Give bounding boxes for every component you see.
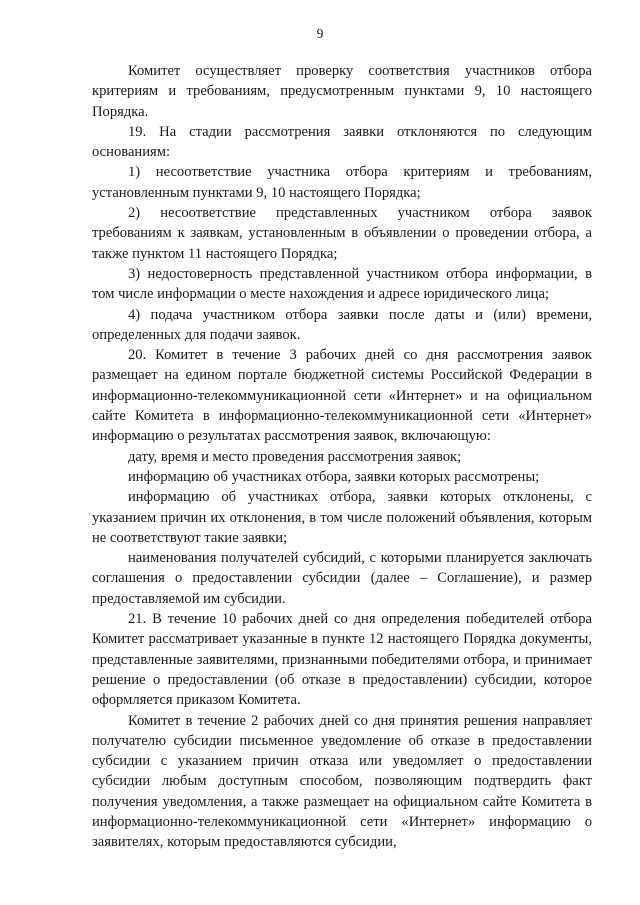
document-body: [92, 61, 592, 853]
list-item-20-rejected: информацию об участниках отбора, заявки которых отклонены, с указанием причин их отклонения, в том числе положений объявления, которым не соответствуют такие заявки;: [92, 489, 592, 546]
paragraph-19-heading: 19. На стадии рассмотрения заявки отклоняются по следующим основаниям:: [92, 123, 592, 161]
list-item-19-1: 1) несоответствие участника отбора критериям и требованиям, установленным пунктами 9, 10 настоящего Порядка;: [92, 164, 592, 201]
paragraph-21: 21. В течение 10 рабочих дней со дня определения победителей отбора Комитет рассматривает указанные в пункте 12 настоящего Порядка документы, представленные заявителями, признанными победителями отбора, и принимает решение о предоставлении (об отказе в предоставлении) субсидии, которое оформляется приказом Комитета.: [92, 611, 592, 709]
paragraph-20: 20. Комитет в течение 3 рабочих дней со дня рассмотрения заявок размещает на едином портале бюджетной системы Российской Федерации в информационно-телекоммуникационной сети «Интернет» и на официальном сайте Комитета в информационно-телекоммуникационной сети «Интернет» информацию о результатах рассмотрения заявок, включающую:: [92, 347, 592, 445]
list-item-20-considered: информацию об участниках отбора, заявки которых рассмотрены;: [128, 468, 540, 485]
list-item-20-recipients: наименования получателей субсидий, с которыми планируется заключать соглашения о предоставлении субсидии (далее – Соглашение), и размер предоставляемой им субсидии.: [92, 550, 592, 607]
page-number: 9: [316, 26, 324, 41]
list-item-19-2: 2) несоответствие представленных участником отбора заявок требованиям к заявкам, установленным в объявлении о проведении отбора, а также пунктом 11 настоящего Порядка;: [92, 205, 592, 262]
list-item-19-4: 4) подача участником отбора заявки после даты и (или) времени, определенных для подачи заявок.: [92, 306, 592, 343]
paragraph-21-notification: Комитет в течение 2 рабочих дней со дня принятия решения направляет получателю субсидии письменное уведомление об отказе в предоставлении субсидии с указанием причин отказа или уведомляет о предоставлении субсидии любым доступным способом, позволяющим подтвердить факт получения уведомления, а также размещает на официальном сайте Комитета в информационно-телекоммуникационной сети «Интернет» информацию о заявителях, которым предоставляются субсидии,: [92, 712, 592, 851]
list-item-19-3: 3) недостоверность представленной участником отбора информации, в том числе информации о месте нахождения и адресе юридического лица;: [92, 265, 592, 303]
list-item-20-date: дату, время и место проведения рассмотрения заявок;: [128, 448, 462, 465]
paragraph-intro-check: Комитет осуществляет проверку соответствия участников отбора критериям и требованиям, предусмотренным пунктами 9, 10 настоящего Порядка.: [92, 63, 592, 120]
